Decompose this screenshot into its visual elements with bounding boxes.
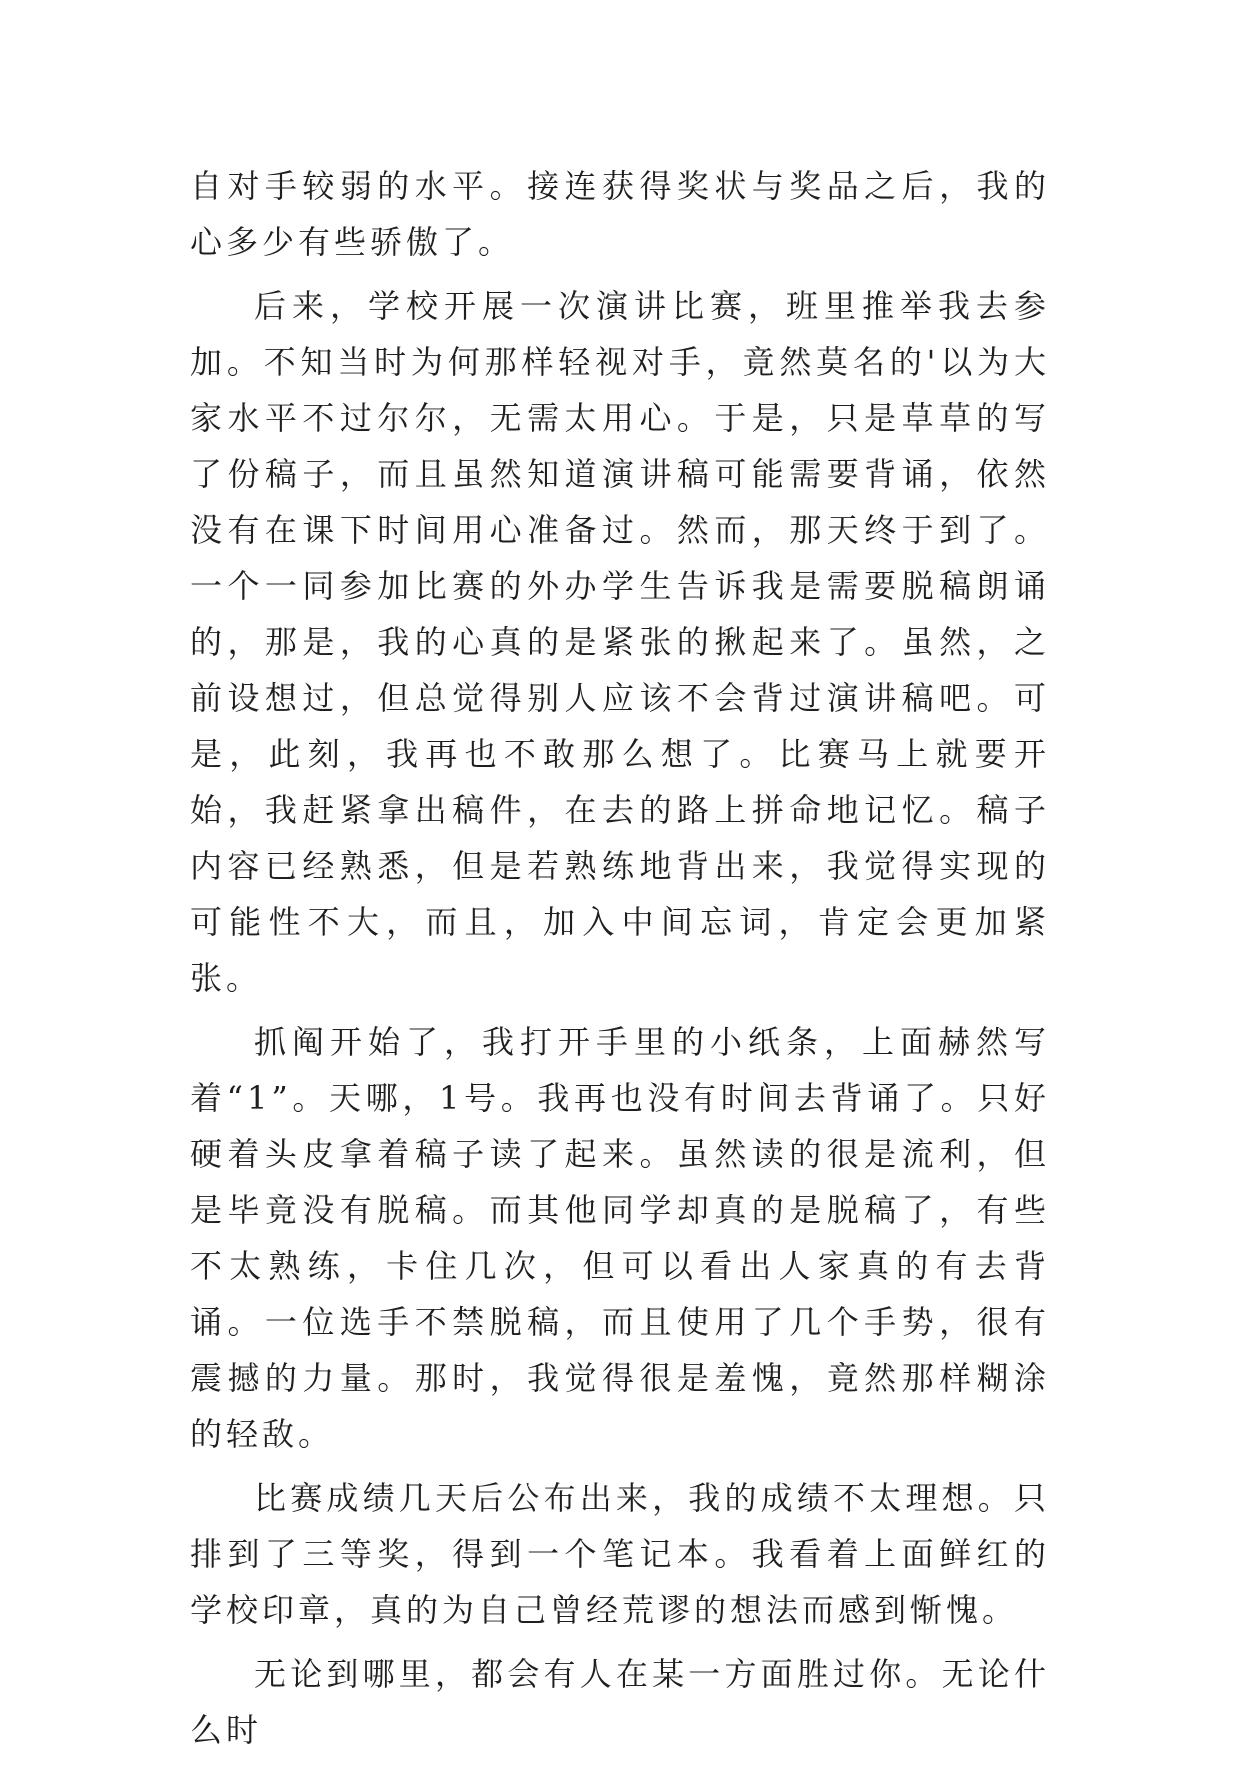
paragraph-speech-contest: 后来，学校开展一次演讲比赛，班里推举我去参加。不知当时为何那样轻视对手，竟然莫名的'以为大家水平不过尔尔，无需太用心。于是，只是草草的写了份稿子，而且虽然知道演讲稿可能需要背诵，依然没有在课下时间用心准备过。然而，那天终于到了。一个一同参加比赛的外办学生告诉我是需要脱稿朗诵的，那是，我的心真的是紧张的揪起来了。虽然，之前设想过，但总觉得别人应该不会背过演讲稿吧。可是，此刻，我再也不敢那么想了。比赛马上就要开始，我赶紧拿出稿件，在去的路上拼命地记忆。稿子内容已经熟悉，但是若熟练地背出来，我觉得实现的可能性不大，而且，加入中间忘词，肯定会更加紧张。 (190, 287, 1050, 997)
paragraph-conclusion: 无论到哪里，都会有人在某一方面胜过你。无论什么时 (190, 1655, 1050, 1749)
paragraph-continued: 自对手较弱的水平。接连获得奖状与奖品之后，我的心多少有些骄傲了。 (190, 167, 1050, 261)
paragraph-results: 比赛成绩几天后公布出来，我的成绩不太理想。只排到了三等奖，得到一个笔记本。我看着上面鲜红的学校印章，真的为自己曾经荒谬的想法而感到惭愧。 (190, 1479, 1050, 1629)
document-body (190, 158, 1050, 1766)
paragraph-draw-lots: 抓阄开始了，我打开手里的小纸条，上面赫然写着“1”。天哪，1号。我再也没有时间去背诵了。只好硬着头皮拿着稿子读了起来。虽然读的很是流利，但是毕竟没有脱稿。而其他同学却真的是脱稿了，有些不太熟练，卡住几次，但可以看出人家真的有去背诵。一位选手不禁脱稿，而且使用了几个手势，很有震撼的力量。那时，我觉得很是羞愧，竟然那样糊涂的轻敌。 (190, 1023, 1050, 1453)
